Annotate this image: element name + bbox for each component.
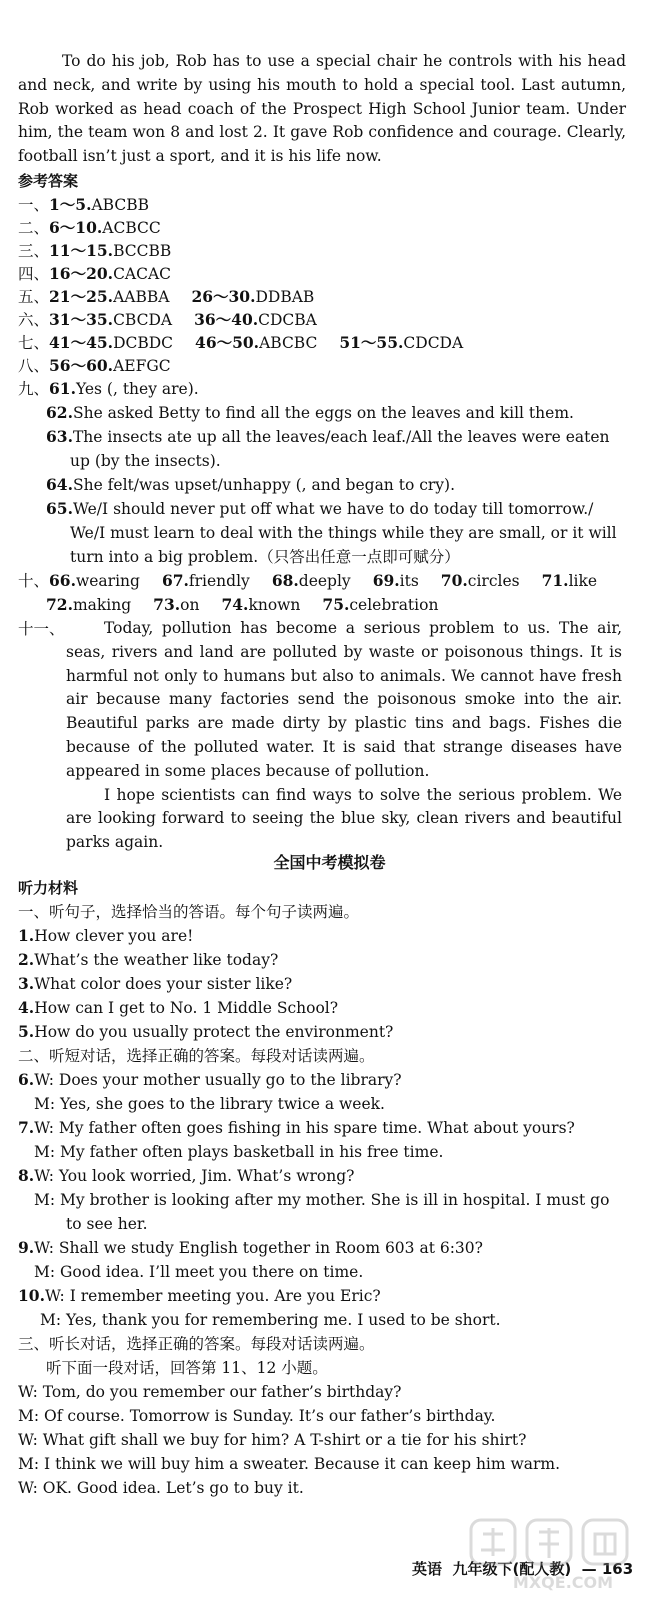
essay-para-2: I hope scientists can find ways to solve the serious problem. We are looking forward to seeing the blue sky, clean rivers and beautiful parks again. (66, 785, 622, 852)
conversation-line-5: W: OK. Good idea. Let’s go to buy it. (18, 1479, 304, 1497)
essay (66, 617, 622, 855)
q65-line-2: We/I must learn to deal with the things while they are small, or it will (70, 524, 617, 542)
listening-part3-sub: 听下面一段对话，回答第 11、12 小题。 (46, 1359, 328, 1377)
answer-line-3: 三、11～15.BCCBB (18, 241, 172, 260)
conversation-line-4: M: I think we will buy him a sweater. Because it can keep him warm. (18, 1455, 561, 1473)
listening-q1: 1.How clever you are! (18, 926, 194, 945)
section10-line-2: 72.making 73.on 74.known 75.celebration (46, 595, 439, 614)
listening-part1: 一、听句子，选择恰当的答语。每个句子读两遍。 (18, 903, 360, 921)
section11-label: 十一、 (18, 620, 65, 638)
essay-para-1: Today, pollution has become a serious problem to us. The air, seas, rivers and land are polluted by waste or poisonous things. It is harmful not only to humans but also to animals. We cannot have fresh air because many factories send the poisonous smoke into the air. Beautiful parks are made dirty by plastic tins and bags. Fishes die because of the polluted water. It is said that strange diseases have appeared in some places because of pollution. (66, 619, 622, 780)
answer-line-1: 一、1～5.ABCBB (18, 195, 149, 214)
answers-heading: 参考答案 (18, 172, 79, 190)
dialog-6-m: M: Yes, she goes to the library twice a week. (34, 1095, 385, 1113)
listening-q3: 3.What color does your sister like? (18, 974, 293, 993)
footer-subject: 英语 (412, 1560, 443, 1578)
q63-line-1: 63.The insects ate up all the leaves/each leaf./All the leaves were eaten (46, 427, 610, 446)
answer-line-7: 七、41～45.DCBDC 46～50.ABCBC 51～55.CDCDA (18, 333, 464, 352)
watermark-logo (463, 1516, 653, 1594)
q61-line: 九、61.Yes (, they are). (18, 379, 199, 398)
intro-passage: To do his job, Rob has to use a special chair he controls with his head and neck, and write by using his mouth to hold a special tool. Last autumn, Rob worked as head coach of the Prospect High School Junior team. Under him, the team won 8 and lost 2. It gave Rob confidence and courage. Clearly, football isn’t just a sport, and it is his life now. (18, 52, 626, 166)
dialog-10-w: 10.W: I remember meeting you. Are you Eric? (18, 1286, 381, 1305)
q64-line: 64.She felt/was upset/unhappy (, and began to cry). (46, 475, 456, 494)
answer-line-2: 二、6～10.ACBCC (18, 218, 161, 237)
dialog-8-m-2: to see her. (66, 1215, 148, 1233)
q62-line: 62.She asked Betty to find all the eggs on the leaves and kill them. (46, 403, 574, 422)
exam-title: 全国中考模拟卷 (273, 853, 386, 872)
listening-q4: 4.How can I get to No. 1 Middle School? (18, 998, 339, 1017)
q65-line-3: turn into a big problem.（只答出任意一点即可赋分） (70, 548, 460, 566)
answer-line-4: 四、16～20.CACAC (18, 264, 172, 283)
watermark-text: MXQE.COM (512, 1573, 614, 1592)
footer-dash: — (581, 1560, 597, 1578)
listening-q2: 2.What’s the weather like today? (18, 950, 279, 969)
section10-line-1: 十、66.wearing 67.friendly 68.deeply 69.its 70.circles 71.like (18, 571, 598, 590)
answer-line-8: 八、56～60.AEFGC (18, 356, 171, 375)
footer-grade: 九年级下(配人教) (452, 1560, 572, 1578)
dialog-10-m: M: Yes, thank you for remembering me. I used to be short. (40, 1311, 501, 1329)
listening-q5: 5.How do you usually protect the environment? (18, 1022, 394, 1041)
conversation-line-2: M: Of course. Tomorrow is Sunday. It’s our father’s birthday. (18, 1407, 496, 1425)
dialog-7-m: M: My father often plays basketball in his free time. (34, 1143, 444, 1161)
listening-heading: 听力材料 (18, 879, 79, 897)
q65-line-1: 65.We/I should never put off what we have to do today till tomorrow./ (46, 499, 594, 518)
dialog-8-m-1: M: My brother is looking after my mother. She is ill in hospital. I must go (34, 1191, 610, 1209)
dialog-8-w: 8.W: You look worried, Jim. What’s wrong? (18, 1166, 355, 1185)
dialog-7-w: 7.W: My father often goes fishing in his spare time. What about yours? (18, 1118, 575, 1137)
q63-line-2: up (by the insects). (70, 452, 221, 470)
answer-line-5: 五、21～25.AABBA 26～30.DDBAB (18, 287, 315, 306)
conversation-line-3: W: What gift shall we buy for him? A T-shirt or a tie for his shirt? (18, 1431, 527, 1449)
dialog-6-w: 6.W: Does your mother usually go to the library? (18, 1070, 402, 1089)
listening-part2: 二、听短对话，选择正确的答案。每段对话读两遍。 (18, 1047, 375, 1065)
footer-page-number: 163 (601, 1560, 634, 1578)
conversation-line-1: W: Tom, do you remember our father’s birthday? (18, 1383, 402, 1401)
answer-line-6: 六、31～35.CBCDA 36～40.CDCBA (18, 310, 317, 329)
dialog-9-m: M: Good idea. I’ll meet you there on time. (34, 1263, 364, 1281)
dialog-9-w: 9.W: Shall we study English together in Room 603 at 6:30? (18, 1238, 483, 1257)
listening-part3: 三、听长对话，选择正确的答案。每段对话读两遍。 (18, 1335, 375, 1353)
